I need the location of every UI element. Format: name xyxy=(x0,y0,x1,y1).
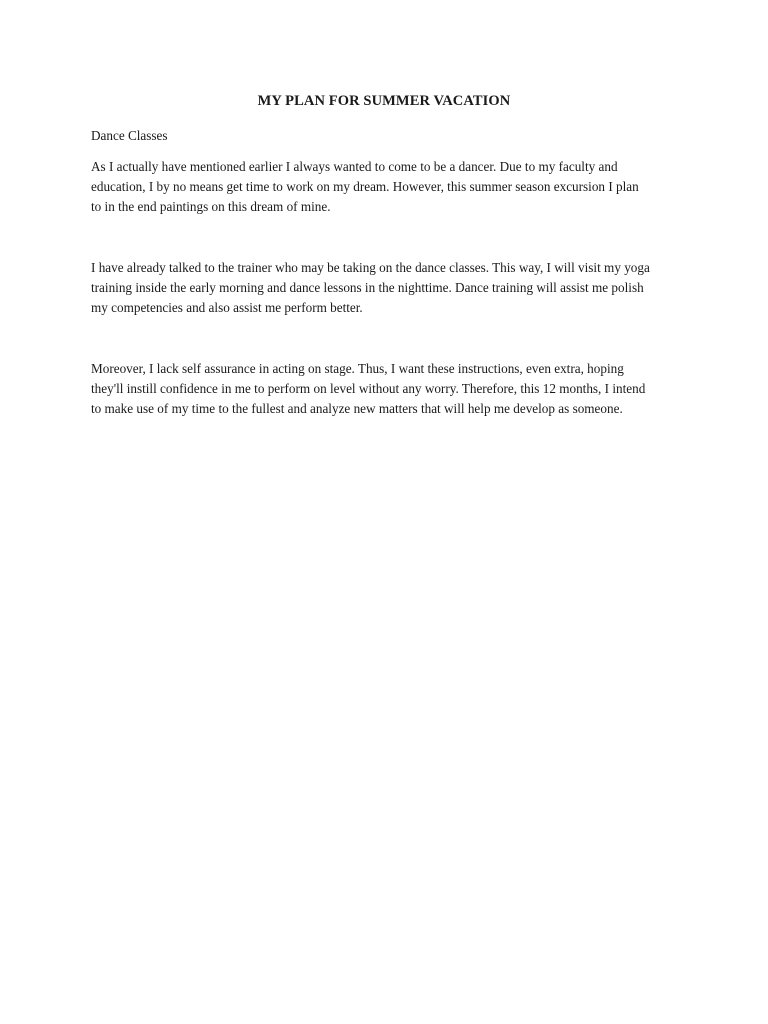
paragraph-line: I have already talked to the trainer who may be taking on the dance classes. This way, I will visit my yoga xyxy=(91,260,650,275)
paragraph-spacer xyxy=(91,217,691,258)
paragraph-line: Moreover, I lack self assurance in acting on stage. Thus, I want these instructions, even extra, hoping xyxy=(91,361,624,376)
section-heading: Dance Classes xyxy=(91,128,168,143)
paragraph-line: to in the end paintings on this dream of mine. xyxy=(91,199,331,214)
paragraph-line: education, I by no means get time to work on my dream. However, this summer season excursion I plan xyxy=(91,179,639,194)
document-body xyxy=(91,126,691,419)
paragraph-3 xyxy=(91,359,691,419)
paragraph-line: they'll instill confidence in me to perform on level without any worry. Therefore, this 12 months, I intend xyxy=(91,381,646,396)
paragraph-spacer xyxy=(91,318,691,359)
paragraph-line: to make use of my time to the fullest and analyze new matters that will help me develop as someone. xyxy=(91,401,623,416)
paragraph-line: training inside the early morning and dance lessons in the nighttime. Dance training will assist me polish xyxy=(91,280,644,295)
paragraph-line: As I actually have mentioned earlier I always wanted to come to be a dancer. Due to my faculty and xyxy=(91,159,618,174)
paragraph-2 xyxy=(91,258,691,318)
paragraph-line: my competencies and also assist me perform better. xyxy=(91,300,363,315)
document-title: MY PLAN FOR SUMMER VACATION xyxy=(257,93,511,109)
paragraph-1 xyxy=(91,157,691,217)
